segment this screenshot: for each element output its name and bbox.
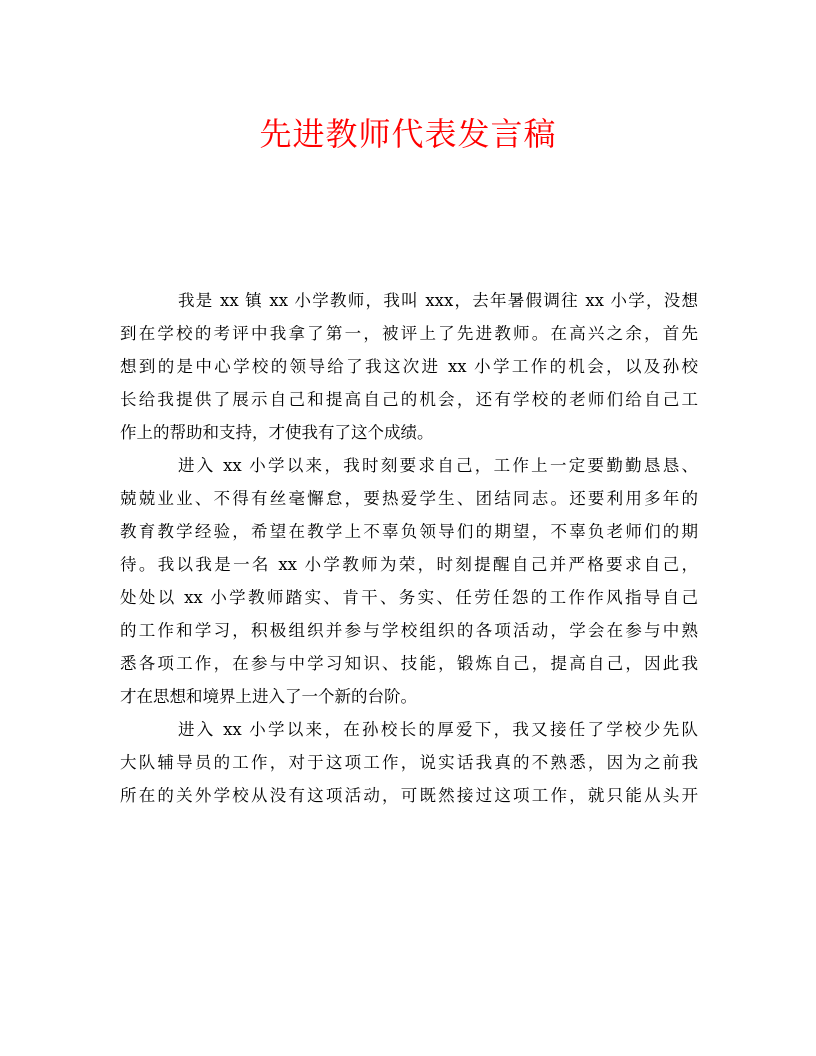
text-line: 进入 xx 小学以来，我时刻要求自己，工作上一定要勤勤恳恳、 <box>178 456 698 475</box>
text-line: 想到的是中心学校的领导给了我这次进 xx 小学工作的机会，以及孙校 <box>120 357 698 376</box>
text-line: 大队辅导员的工作，对于这项工作，说实话我真的不熟悉，因为之前我 <box>120 753 698 772</box>
paragraph-1 <box>120 284 698 449</box>
text-line: 作上的帮助和支持，才使我有了这个成绩。 <box>120 423 434 442</box>
text-line: 的工作和学习，积极组织并参与学校组织的各项活动，学会在参与中熟 <box>120 621 698 640</box>
text-line: 兢兢业业、不得有丝毫懈怠，要热爱学生、团结同志。还要利用多年的 <box>120 489 698 508</box>
text-line: 教育教学经验，希望在教学上不辜负领导们的期望，不辜负老师们的期 <box>120 522 698 541</box>
paragraph-3 <box>120 713 698 812</box>
text-line: 处处以 xx 小学教师踏实、肯干、务实、任劳任怨的工作作风指导自己 <box>120 588 698 607</box>
text-line: 才在思想和境界上进入了一个新的台阶。 <box>120 687 417 706</box>
document-title: 先进教师代表发言稿 <box>259 115 557 153</box>
text-line: 待。我以我是一名 xx 小学教师为荣，时刻提醒自己并严格要求自己， <box>120 555 698 574</box>
document-body <box>120 284 698 812</box>
text-line: 进入 xx 小学以来，在孙校长的厚爱下，我又接任了学校少先队 <box>178 720 698 739</box>
text-line: 长给我提供了展示自己和提高自己的机会，还有学校的老师们给自己工 <box>120 390 698 409</box>
text-line: 我是 xx 镇 xx 小学教师，我叫 xxx，去年暑假调往 xx 小学，没想 <box>178 291 698 310</box>
text-line: 到在学校的考评中我拿了第一，被评上了先进教师。在高兴之余，首先 <box>120 324 698 343</box>
paragraph-2 <box>120 449 698 713</box>
text-line: 所在的关外学校从没有这项活动，可既然接过这项工作，就只能从头开 <box>120 786 698 805</box>
text-line: 悉各项工作，在参与中学习知识、技能，锻炼自己，提高自己，因此我 <box>120 654 698 673</box>
